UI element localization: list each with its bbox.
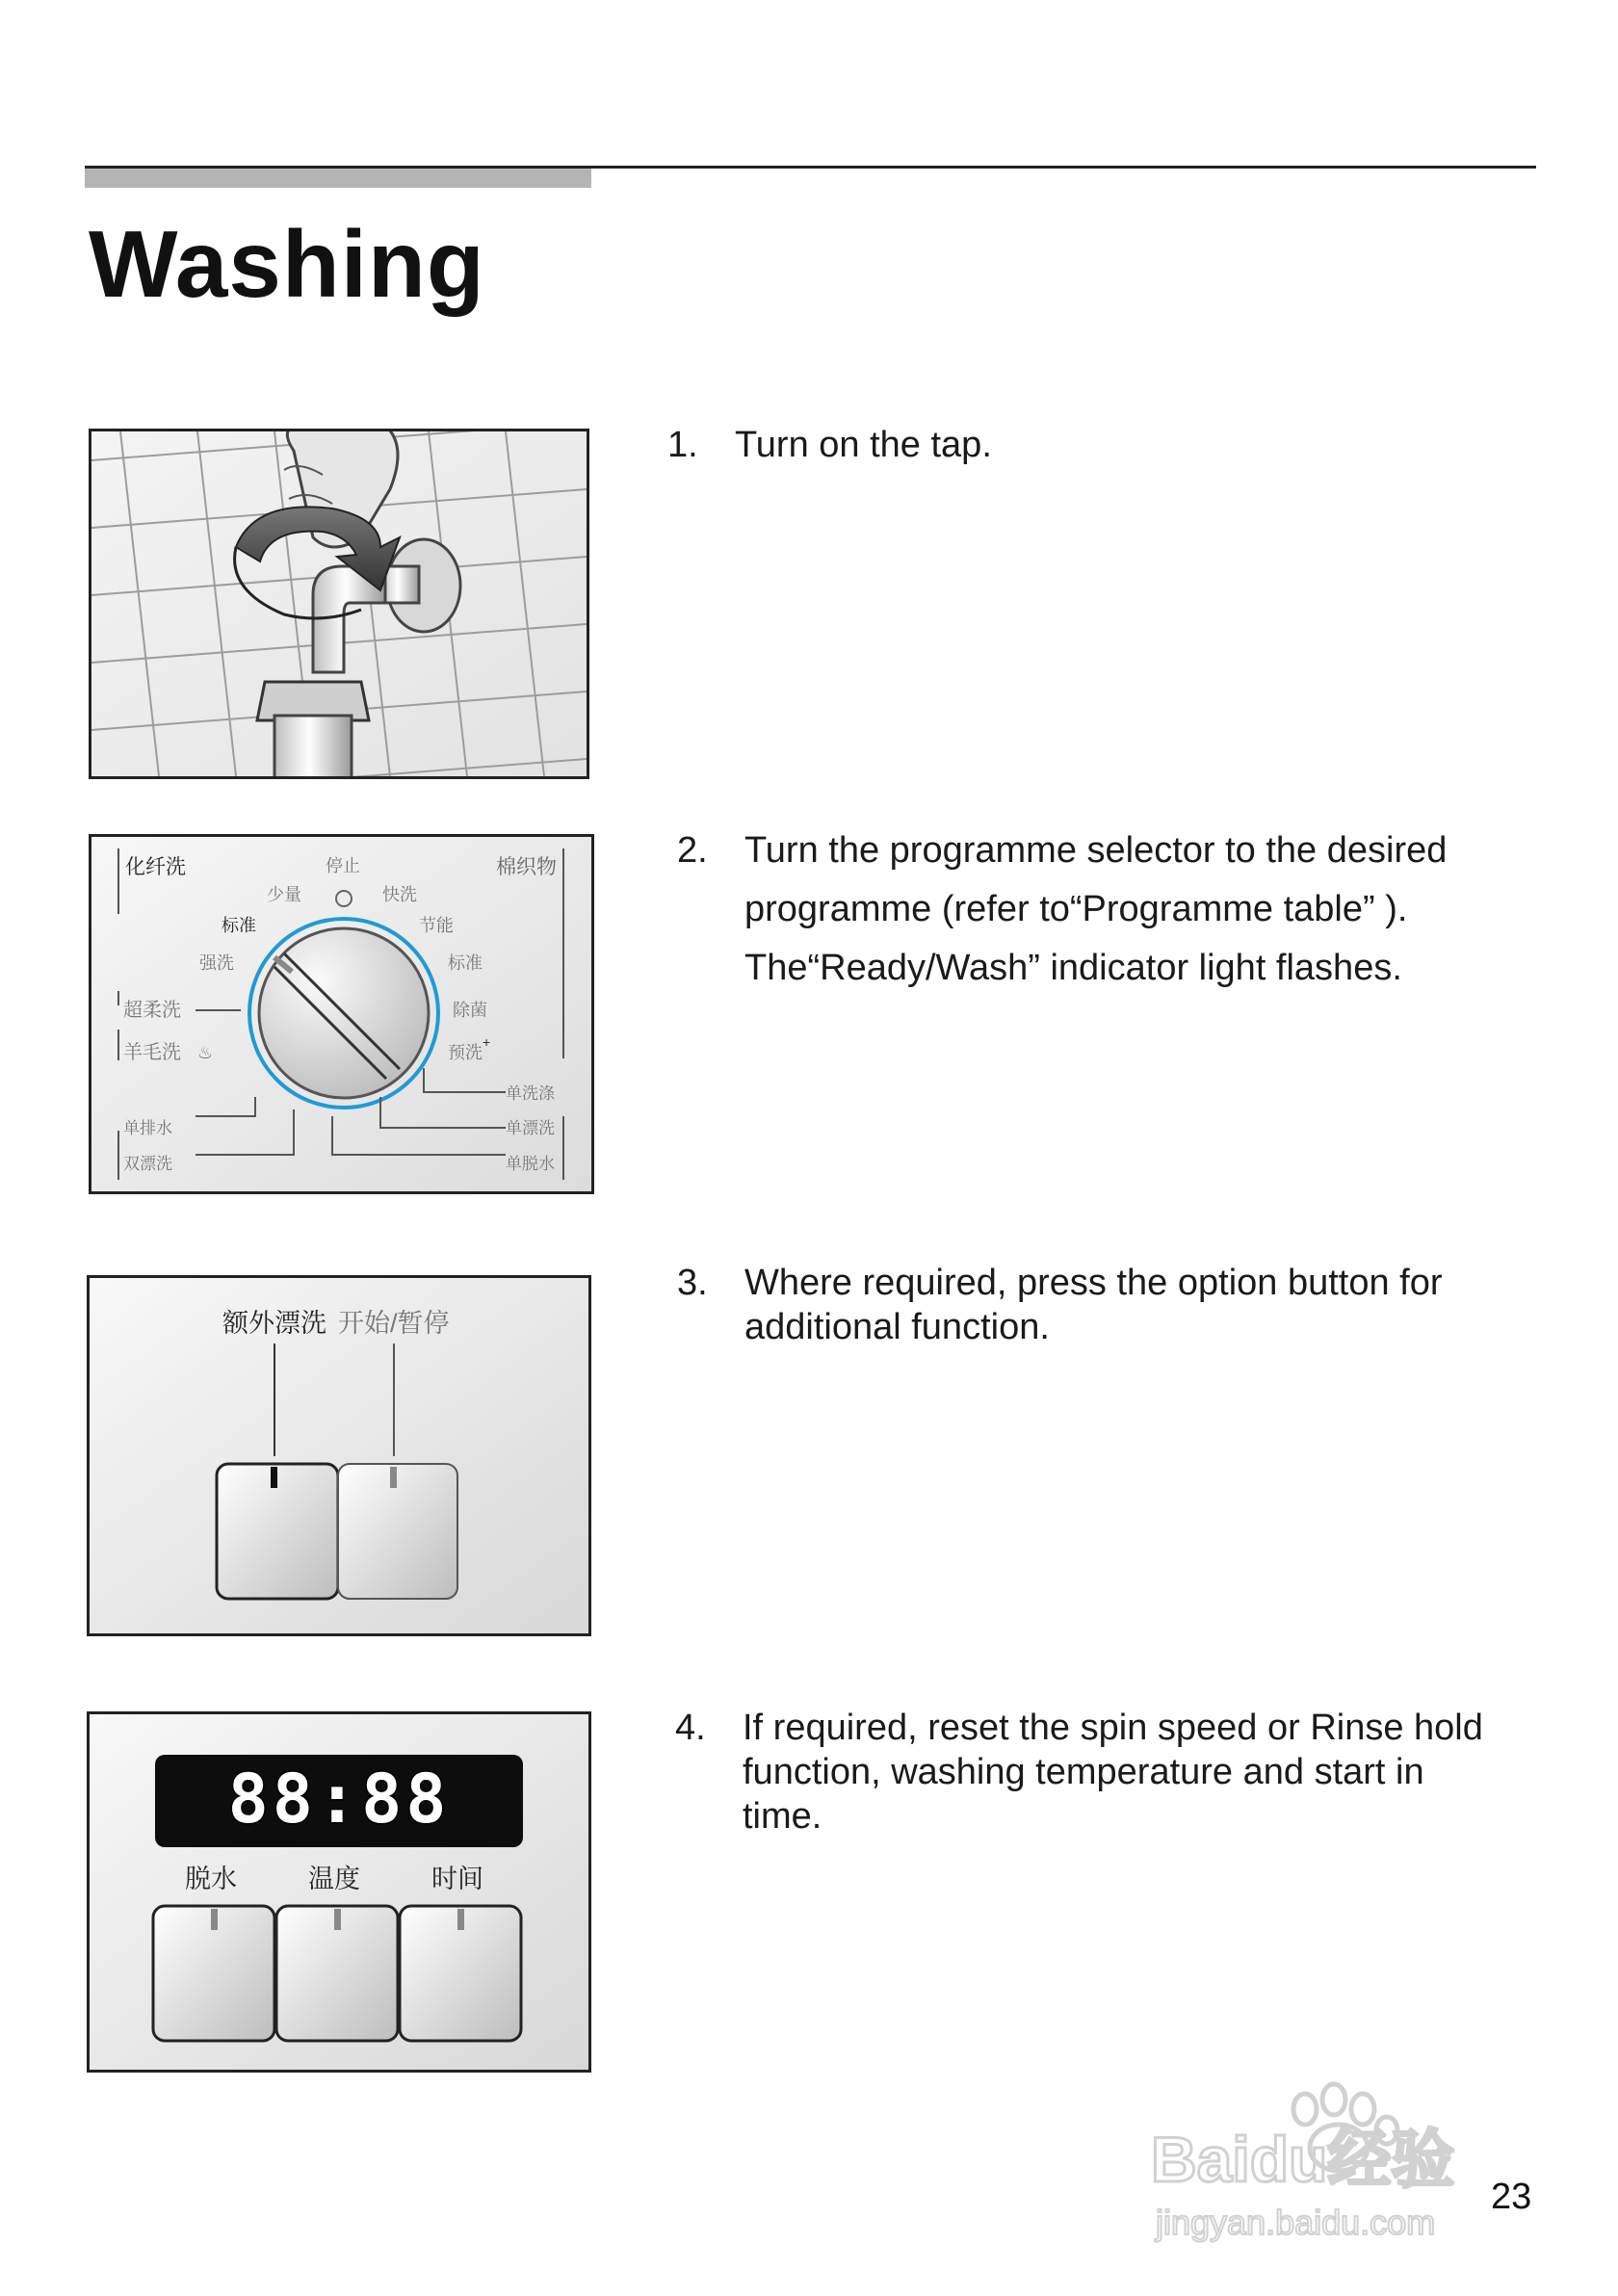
extra-rinse-indicator <box>271 1467 277 1488</box>
label-synthetics: 化纤洗 <box>125 856 186 878</box>
label-spin: 脱水 <box>185 1865 237 1893</box>
page-title: Washing <box>89 211 485 317</box>
label-small-load: 少量 <box>267 885 301 904</box>
label-standard-left: 标准 <box>222 916 256 935</box>
page-number: 23 <box>1491 2177 1532 2217</box>
label-temperature: 温度 <box>308 1865 360 1893</box>
start-pause-indicator <box>390 1467 397 1488</box>
step-text: programme (refer to“Programme table” ). <box>744 889 1408 929</box>
step-text: Where required, press the option button for <box>744 1263 1443 1303</box>
label-drain-only: 单排水 <box>123 1119 172 1137</box>
label-super-soft: 超柔洗 <box>123 1000 181 1021</box>
display-digits: 88:88 <box>227 1760 451 1839</box>
label-standard-right: 标准 <box>448 953 483 973</box>
step-text: time. <box>743 1796 822 1837</box>
baidu-watermark <box>1151 2061 1536 2254</box>
hand-wash-icon: ♨ <box>197 1043 214 1062</box>
label-spin-only: 单脱水 <box>506 1155 555 1173</box>
label-double-rinse: 双漂洗 <box>123 1155 172 1173</box>
start-pause-button[interactable] <box>338 1464 457 1599</box>
step-text: additional function. <box>744 1307 1050 1347</box>
step-number: 3. <box>677 1263 708 1303</box>
label-prewash: 预洗 <box>448 1043 483 1062</box>
tap-illustration <box>89 429 589 779</box>
watermark-url: jingyan.baidu.com <box>1156 2203 1436 2242</box>
watermark-brand: Baidu经验 <box>1151 2124 1455 2195</box>
label-quick: 快洗 <box>382 885 417 904</box>
label-energy-save: 节能 <box>419 916 454 935</box>
step-text: The“Ready/Wash” indicator light flashes. <box>744 948 1402 988</box>
label-sterilize: 除菌 <box>453 1001 487 1020</box>
programme-selector-panel <box>89 834 594 1194</box>
step-number: 4. <box>675 1708 706 1748</box>
label-start-pause: 开始/暂停 <box>338 1309 450 1338</box>
label-prewash-mark: + <box>483 1034 491 1050</box>
step-text: Turn on the tap. <box>735 425 992 465</box>
option-button-panel <box>87 1275 591 1636</box>
label-rinse-only: 单漂洗 <box>506 1119 555 1137</box>
label-wool: 羊毛洗 <box>123 1042 181 1063</box>
display-panel <box>87 1711 591 2073</box>
spin-indicator <box>211 1909 218 1930</box>
label-wash-only: 单洗涤 <box>506 1084 555 1103</box>
step-text: function, washing temperature and start in <box>743 1752 1424 1792</box>
header-accent-bar <box>85 169 591 188</box>
time-indicator <box>457 1909 464 1930</box>
step-number: 2. <box>677 830 708 871</box>
step-text: Turn the programme selector to the desired <box>744 830 1448 871</box>
label-cotton: 棉织物 <box>496 856 557 878</box>
step-number: 1. <box>667 425 698 465</box>
label-extra-rinse: 额外漂洗 <box>222 1309 326 1338</box>
label-stop: 停止 <box>326 856 360 875</box>
temperature-indicator <box>334 1909 341 1930</box>
label-time: 时间 <box>431 1865 483 1893</box>
step-text: If required, reset the spin speed or Rinse hold <box>743 1708 1483 1748</box>
label-intensive: 强洗 <box>199 953 234 973</box>
